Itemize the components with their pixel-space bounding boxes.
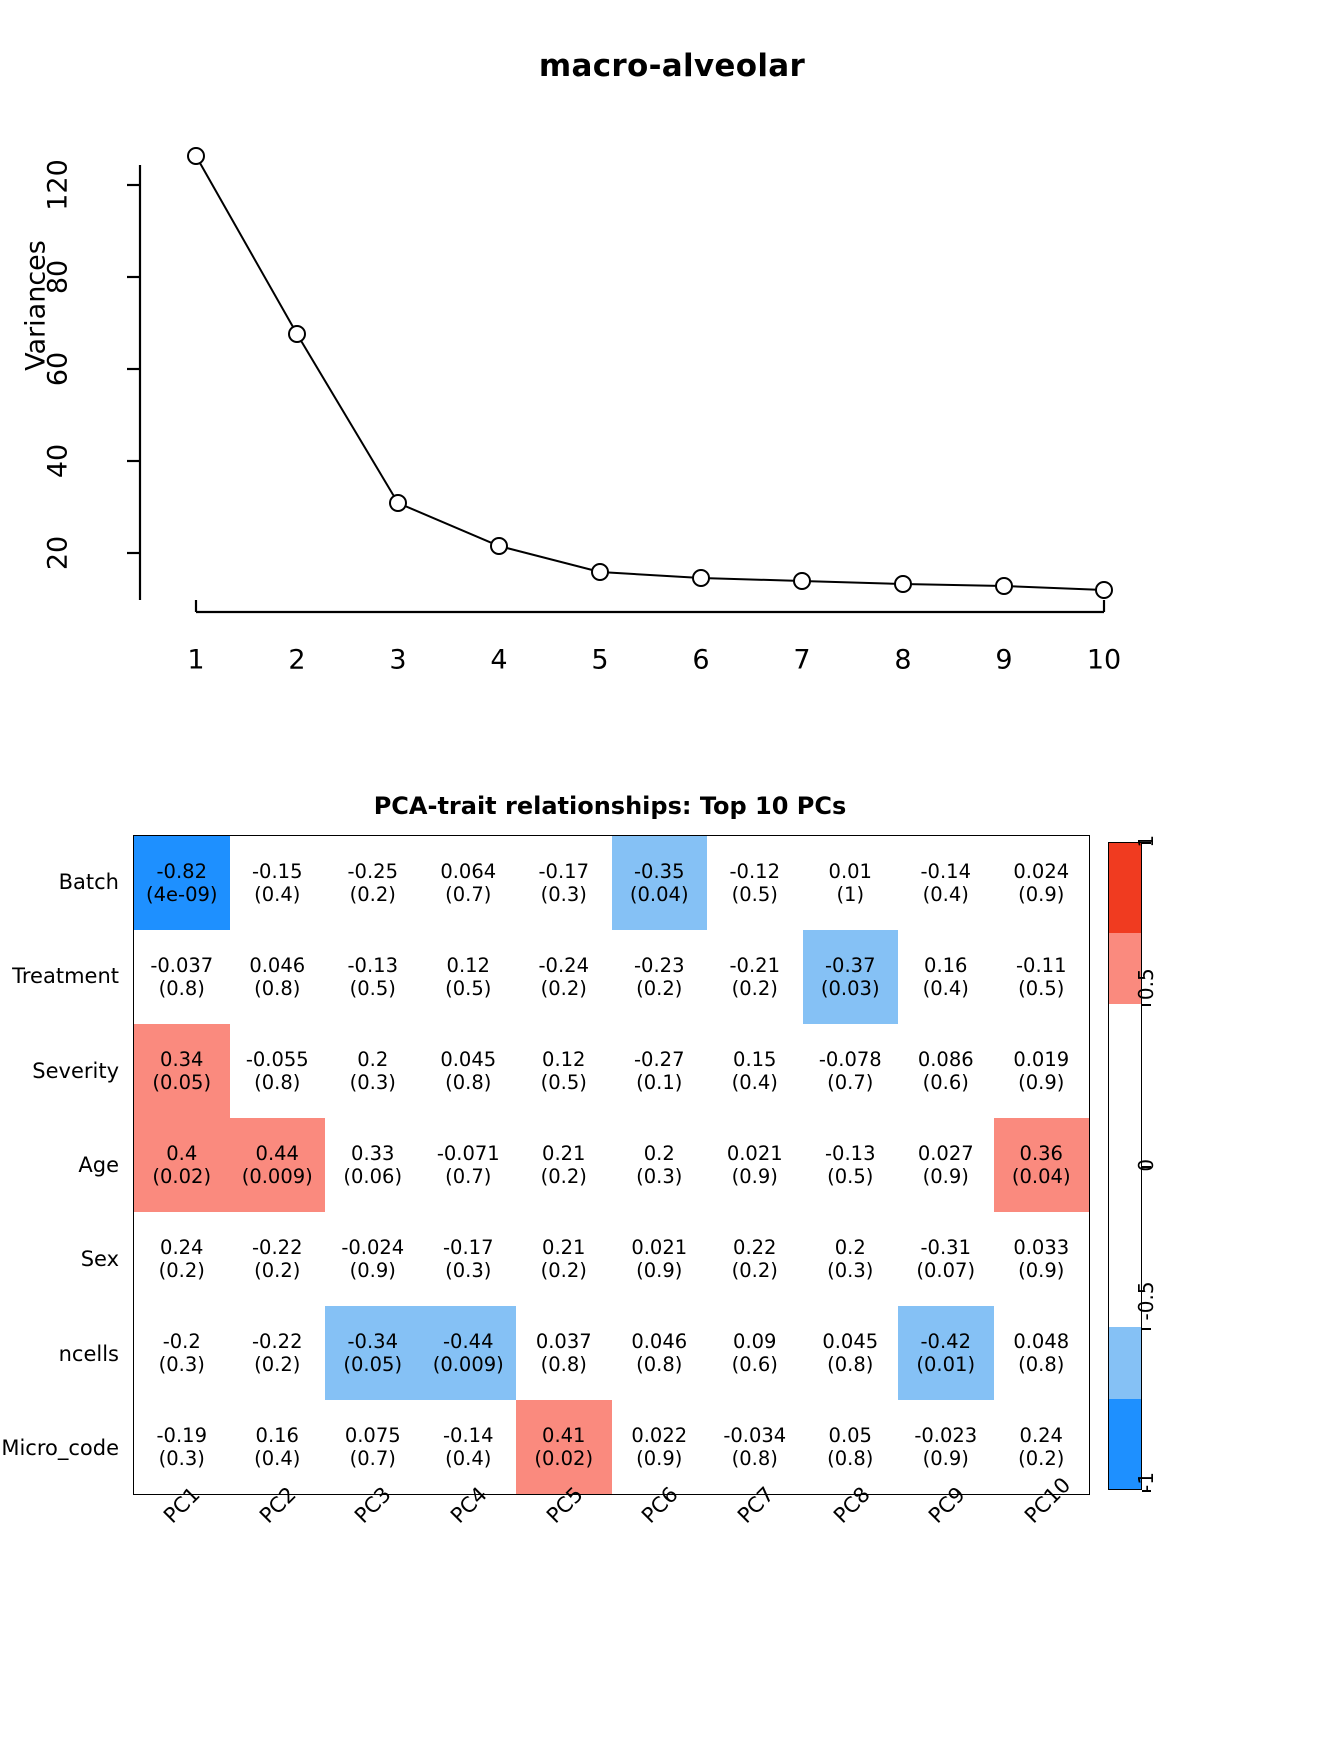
heatmap-cell-pvalue: (0.2) bbox=[731, 1259, 778, 1282]
heatmap-cell bbox=[230, 1118, 326, 1212]
heatmap-cell-value: 0.2 bbox=[357, 1048, 389, 1071]
heatmap-cell-value: 0.064 bbox=[440, 860, 497, 883]
heatmap-cell-value: 0.4 bbox=[166, 1142, 198, 1165]
heatmap-cell-pvalue: (0.5) bbox=[1018, 977, 1065, 1000]
heatmap-row bbox=[134, 1024, 1089, 1118]
heatmap-column-label: PC9 bbox=[924, 1482, 971, 1528]
heatmap-cell-value: -0.21 bbox=[729, 954, 780, 977]
heatmap-cell bbox=[707, 930, 803, 1024]
heatmap-cell bbox=[994, 1306, 1090, 1400]
scree-xtick-6: 6 bbox=[692, 644, 710, 676]
heatmap-cell-value: -0.44 bbox=[443, 1330, 494, 1353]
heatmap-cell-pvalue: (0.8) bbox=[636, 1353, 683, 1376]
heatmap-cell-value: 0.15 bbox=[733, 1048, 777, 1071]
heatmap-cell bbox=[898, 930, 994, 1024]
heatmap-cell-pvalue: (0.3) bbox=[349, 1071, 396, 1094]
heatmap-cell-pvalue: (0.7) bbox=[445, 883, 492, 906]
heatmap-cell-pvalue: (0.3) bbox=[827, 1259, 874, 1282]
heatmap-cell-value: 0.2 bbox=[834, 1236, 866, 1259]
pca-trait-heatmap-panel bbox=[0, 760, 1344, 1747]
heatmap-cell-pvalue: (0.3) bbox=[158, 1447, 205, 1470]
heatmap-cell bbox=[230, 930, 326, 1024]
heatmap-cell bbox=[994, 930, 1090, 1024]
scree-ytick-80: 80 bbox=[42, 259, 74, 295]
heatmap-cell bbox=[134, 1212, 230, 1306]
heatmap-cell bbox=[134, 1306, 230, 1400]
heatmap-cell-value: 0.046 bbox=[631, 1330, 688, 1353]
heatmap-cell bbox=[516, 1118, 612, 1212]
heatmap-cell-value: 0.21 bbox=[542, 1142, 586, 1165]
heatmap-cell bbox=[898, 1024, 994, 1118]
heatmap-cell bbox=[707, 1306, 803, 1400]
heatmap-cell-pvalue: (0.8) bbox=[254, 1071, 301, 1094]
heatmap-cell-pvalue: (0.03) bbox=[820, 977, 880, 1000]
heatmap-cell-value: 0.2 bbox=[643, 1142, 675, 1165]
heatmap-cell bbox=[230, 836, 326, 930]
heatmap-cell bbox=[421, 836, 517, 930]
heatmap-cell-pvalue: (0.4) bbox=[922, 977, 969, 1000]
heatmap-row bbox=[134, 1118, 1089, 1212]
heatmap-cell bbox=[612, 1212, 708, 1306]
heatmap-cell bbox=[516, 1212, 612, 1306]
heatmap-cell-pvalue: (0.6) bbox=[731, 1353, 778, 1376]
heatmap-cell-value: -0.19 bbox=[156, 1424, 207, 1447]
heatmap-cell-value: -0.17 bbox=[538, 860, 589, 883]
heatmap-cell-pvalue: (0.2) bbox=[540, 1259, 587, 1282]
heatmap-cell-value: 0.037 bbox=[535, 1330, 592, 1353]
heatmap-cell bbox=[803, 1400, 899, 1494]
heatmap-table bbox=[134, 836, 1089, 1494]
colorbar-tick-label: -0.5 bbox=[1134, 1281, 1158, 1321]
heatmap-column-label: PC2 bbox=[254, 1482, 301, 1528]
heatmap-cell-pvalue: (0.7) bbox=[349, 1447, 396, 1470]
heatmap-cell-pvalue: (0.02) bbox=[534, 1447, 594, 1470]
scree-ytick-60: 60 bbox=[42, 351, 74, 387]
heatmap-cell-pvalue: (0.9) bbox=[922, 1165, 969, 1188]
heatmap-cell-value: -0.13 bbox=[825, 1142, 876, 1165]
heatmap-cell-value: 0.21 bbox=[542, 1236, 586, 1259]
heatmap-cell-value: 0.09 bbox=[733, 1330, 777, 1353]
heatmap-cell-pvalue: (0.2) bbox=[540, 977, 587, 1000]
heatmap-cell-pvalue: (0.2) bbox=[349, 883, 396, 906]
colorbar-tick-label: 0.5 bbox=[1134, 968, 1158, 1001]
scree-y-axis-label: Variances bbox=[20, 240, 52, 371]
heatmap-cell-value: 0.36 bbox=[1019, 1142, 1063, 1165]
heatmap-cell-value: 0.16 bbox=[924, 954, 968, 977]
heatmap-cell-value: -0.23 bbox=[634, 954, 685, 977]
heatmap-cell bbox=[134, 1400, 230, 1494]
heatmap-row-label: Micro_code bbox=[1, 1435, 119, 1460]
heatmap-cell bbox=[612, 1024, 708, 1118]
heatmap-cell-pvalue: (0.9) bbox=[1018, 1071, 1065, 1094]
heatmap-cell-value: 0.12 bbox=[542, 1048, 586, 1071]
heatmap-cell bbox=[803, 1118, 899, 1212]
scree-ytick-40: 40 bbox=[42, 443, 74, 479]
heatmap-cell-pvalue: (0.9) bbox=[1018, 883, 1065, 906]
heatmap-cell-pvalue: (0.2) bbox=[636, 977, 683, 1000]
heatmap-cell bbox=[134, 836, 230, 930]
heatmap-cell bbox=[325, 1118, 421, 1212]
scree-xtick-8: 8 bbox=[894, 644, 912, 676]
heatmap-cell-value: -0.034 bbox=[723, 1424, 787, 1447]
heatmap-cell-pvalue: (0.02) bbox=[152, 1165, 212, 1188]
heatmap-cell bbox=[325, 930, 421, 1024]
heatmap-cell-pvalue: (0.9) bbox=[636, 1259, 683, 1282]
heatmap-row-label: Sex bbox=[80, 1247, 119, 1272]
heatmap-cell bbox=[230, 1024, 326, 1118]
heatmap-cell-pvalue: (0.4) bbox=[254, 883, 301, 906]
heatmap-cell-pvalue: (0.8) bbox=[254, 977, 301, 1000]
heatmap-cell-pvalue: (0.2) bbox=[540, 1165, 587, 1188]
heatmap-cell-value: -0.27 bbox=[634, 1048, 685, 1071]
heatmap-cell-pvalue: (0.5) bbox=[349, 977, 396, 1000]
heatmap-cell-value: -0.22 bbox=[252, 1236, 303, 1259]
heatmap-cell-pvalue: (0.04) bbox=[1011, 1165, 1071, 1188]
heatmap-cell bbox=[134, 1118, 230, 1212]
heatmap-cell-pvalue: (0.9) bbox=[1018, 1259, 1065, 1282]
heatmap-cell-pvalue: (0.009) bbox=[432, 1353, 504, 1376]
heatmap-cell-pvalue: (0.05) bbox=[343, 1353, 403, 1376]
heatmap-cell bbox=[421, 930, 517, 1024]
heatmap-cell-pvalue: (1) bbox=[836, 883, 865, 906]
heatmap-cell-value: 0.022 bbox=[631, 1424, 688, 1447]
heatmap-cell bbox=[325, 1212, 421, 1306]
heatmap-cell-pvalue: (0.4) bbox=[922, 883, 969, 906]
heatmap-column-label: PC3 bbox=[350, 1482, 396, 1528]
heatmap-cell bbox=[612, 930, 708, 1024]
heatmap-cell-value: 0.019 bbox=[1013, 1048, 1070, 1071]
heatmap-cell bbox=[516, 1400, 612, 1494]
heatmap-column-label: PC8 bbox=[828, 1482, 875, 1528]
heatmap-cell-value: 0.34 bbox=[160, 1048, 204, 1071]
heatmap-cell bbox=[325, 1400, 421, 1494]
heatmap-cell-value: 0.021 bbox=[631, 1236, 688, 1259]
heatmap-cell bbox=[516, 1306, 612, 1400]
heatmap-cell bbox=[325, 1024, 421, 1118]
heatmap-cell-value: -0.2 bbox=[162, 1330, 201, 1353]
heatmap-cell-pvalue: (0.9) bbox=[731, 1165, 778, 1188]
heatmap-cell bbox=[230, 1212, 326, 1306]
colorbar-segment bbox=[1109, 1327, 1141, 1398]
heatmap-cell bbox=[994, 1024, 1090, 1118]
heatmap-cell-pvalue: (0.8) bbox=[827, 1353, 874, 1376]
heatmap-cell-pvalue: (0.5) bbox=[827, 1165, 874, 1188]
heatmap-row-label: Age bbox=[78, 1153, 119, 1177]
heatmap-cell-value: 0.41 bbox=[542, 1424, 586, 1447]
heatmap-cell-pvalue: (0.8) bbox=[445, 1071, 492, 1094]
heatmap-cell bbox=[421, 1400, 517, 1494]
heatmap-cell-pvalue: (0.8) bbox=[158, 977, 205, 1000]
heatmap-row bbox=[134, 1400, 1089, 1494]
heatmap-row bbox=[134, 1306, 1089, 1400]
scree-plot-title: macro-alveolar bbox=[538, 48, 806, 84]
heatmap-cell-pvalue: (0.9) bbox=[636, 1447, 683, 1470]
heatmap-cell-pvalue: (0.2) bbox=[1018, 1447, 1065, 1470]
heatmap-cell bbox=[516, 930, 612, 1024]
heatmap-cell bbox=[898, 1400, 994, 1494]
heatmap-row-label: Severity bbox=[32, 1058, 119, 1083]
heatmap-cell bbox=[421, 1118, 517, 1212]
scree-xtick-3: 3 bbox=[389, 644, 407, 676]
colorbar-tickmark bbox=[1142, 1328, 1151, 1330]
heatmap-cell-pvalue: (0.2) bbox=[254, 1353, 301, 1376]
scree-ytick-20: 20 bbox=[42, 535, 74, 571]
heatmap-column-label: PC7 bbox=[733, 1482, 779, 1528]
heatmap-cell-value: -0.34 bbox=[347, 1330, 398, 1353]
heatmap-cell-value: -0.078 bbox=[818, 1048, 882, 1071]
heatmap-cell-pvalue: (0.6) bbox=[922, 1071, 969, 1094]
heatmap-cell bbox=[803, 1024, 899, 1118]
heatmap-cell-pvalue: (0.1) bbox=[636, 1071, 683, 1094]
heatmap-cell bbox=[516, 836, 612, 930]
heatmap-cell-value: 0.44 bbox=[255, 1142, 299, 1165]
heatmap-cell-value: -0.14 bbox=[920, 860, 971, 883]
scree-xtick-7: 7 bbox=[793, 644, 811, 676]
heatmap-cell-pvalue: (0.7) bbox=[827, 1071, 874, 1094]
heatmap-column-label: PC5 bbox=[541, 1482, 588, 1528]
heatmap-cell-value: -0.82 bbox=[156, 860, 207, 883]
heatmap-cell-pvalue: (0.3) bbox=[158, 1353, 205, 1376]
heatmap-cell bbox=[230, 1306, 326, 1400]
heatmap-cell bbox=[707, 1212, 803, 1306]
heatmap-cell-value: 0.045 bbox=[440, 1048, 497, 1071]
heatmap-row bbox=[134, 836, 1089, 930]
heatmap-cell-value: -0.17 bbox=[443, 1236, 494, 1259]
heatmap-cell-pvalue: (0.9) bbox=[349, 1259, 396, 1282]
heatmap-cell-pvalue: (0.7) bbox=[445, 1165, 492, 1188]
heatmap-cell-value: -0.22 bbox=[252, 1330, 303, 1353]
heatmap-cell-value: 0.24 bbox=[160, 1236, 204, 1259]
scree-xtick-10: 10 bbox=[1086, 644, 1122, 676]
heatmap-cell bbox=[421, 1212, 517, 1306]
heatmap-cell bbox=[898, 836, 994, 930]
scree-plot-svg bbox=[0, 0, 1344, 720]
heatmap-cell-value: -0.13 bbox=[347, 954, 398, 977]
heatmap-cell-value: -0.12 bbox=[729, 860, 780, 883]
heatmap-cell bbox=[516, 1024, 612, 1118]
heatmap-cell bbox=[707, 836, 803, 930]
scree-plot-panel bbox=[0, 0, 1344, 720]
heatmap-cell-value: -0.11 bbox=[1016, 954, 1067, 977]
heatmap-cell bbox=[325, 836, 421, 930]
heatmap-cell-pvalue: (0.009) bbox=[241, 1165, 313, 1188]
heatmap-column-labels bbox=[133, 1472, 1090, 1615]
scree-xtick-9: 9 bbox=[995, 644, 1013, 676]
heatmap-cell bbox=[707, 1118, 803, 1212]
heatmap-cell-value: 0.01 bbox=[828, 860, 872, 883]
heatmap-cell bbox=[421, 1024, 517, 1118]
heatmap-cell bbox=[421, 1306, 517, 1400]
heatmap-cell bbox=[994, 1400, 1090, 1494]
heatmap-cell bbox=[994, 1118, 1090, 1212]
heatmap-cell-pvalue: (0.2) bbox=[158, 1259, 205, 1282]
heatmap-cell-value: 0.075 bbox=[344, 1424, 401, 1447]
heatmap-grid bbox=[133, 835, 1090, 1495]
heatmap-column-label: PC10 bbox=[1020, 1472, 1076, 1528]
heatmap-cell-value: 0.033 bbox=[1013, 1236, 1070, 1259]
colorbar-tick-label: -1 bbox=[1134, 1472, 1158, 1493]
heatmap-cell bbox=[134, 1024, 230, 1118]
heatmap-cell-value: -0.35 bbox=[634, 860, 685, 883]
heatmap-cell-pvalue: (0.4) bbox=[445, 1447, 492, 1470]
heatmap-cell-value: -0.15 bbox=[252, 860, 303, 883]
heatmap-cell-pvalue: (0.3) bbox=[540, 883, 587, 906]
heatmap-column-label: PC6 bbox=[637, 1482, 684, 1528]
scree-xtick-4: 4 bbox=[490, 644, 508, 676]
heatmap-cell bbox=[803, 1212, 899, 1306]
heatmap-cell bbox=[803, 930, 899, 1024]
scree-xtick-2: 2 bbox=[288, 644, 306, 676]
colorbar-segment bbox=[1109, 1004, 1141, 1166]
heatmap-cell-pvalue: (0.4) bbox=[731, 1071, 778, 1094]
heatmap-row-labels bbox=[0, 835, 127, 1495]
heatmap-cell-value: -0.023 bbox=[914, 1424, 978, 1447]
colorbar-segment bbox=[1109, 843, 1141, 933]
heatmap-cell-value: 0.024 bbox=[1013, 860, 1070, 883]
heatmap-cell-pvalue: (0.04) bbox=[629, 883, 689, 906]
heatmap-cell bbox=[898, 1212, 994, 1306]
heatmap-cell-value: -0.31 bbox=[920, 1236, 971, 1259]
heatmap-cell-pvalue: (4e-09) bbox=[146, 883, 218, 906]
heatmap-title: PCA-trait relationships: Top 10 PCs bbox=[373, 792, 847, 820]
heatmap-cell-pvalue: (0.8) bbox=[827, 1447, 874, 1470]
heatmap-cell-pvalue: (0.3) bbox=[636, 1165, 683, 1188]
heatmap-cell-pvalue: (0.5) bbox=[731, 883, 778, 906]
heatmap-cell bbox=[325, 1306, 421, 1400]
heatmap-cell-pvalue: (0.07) bbox=[916, 1259, 976, 1282]
heatmap-cell-value: -0.055 bbox=[245, 1048, 309, 1071]
heatmap-cell-value: -0.037 bbox=[150, 954, 214, 977]
heatmap-cell-pvalue: (0.2) bbox=[254, 1259, 301, 1282]
heatmap-cell bbox=[803, 1306, 899, 1400]
heatmap-cell-value: -0.42 bbox=[920, 1330, 971, 1353]
heatmap-cell bbox=[612, 1306, 708, 1400]
heatmap-cell-pvalue: (0.5) bbox=[445, 977, 492, 1000]
heatmap-cell-value: -0.024 bbox=[341, 1236, 405, 1259]
heatmap-cell-value: 0.12 bbox=[446, 954, 490, 977]
heatmap-cell-pvalue: (0.8) bbox=[540, 1353, 587, 1376]
heatmap-cell bbox=[230, 1400, 326, 1494]
heatmap-cell-value: 0.086 bbox=[917, 1048, 974, 1071]
heatmap-cell-value: 0.24 bbox=[1019, 1424, 1063, 1447]
heatmap-cell-value: 0.16 bbox=[255, 1424, 299, 1447]
heatmap-cell bbox=[707, 1400, 803, 1494]
heatmap-cell-pvalue: (0.2) bbox=[731, 977, 778, 1000]
heatmap-cell-value: 0.045 bbox=[822, 1330, 879, 1353]
heatmap-cell-pvalue: (0.4) bbox=[254, 1447, 301, 1470]
heatmap-cell bbox=[612, 836, 708, 930]
heatmap-cell-pvalue: (0.3) bbox=[445, 1259, 492, 1282]
heatmap-cell-pvalue: (0.06) bbox=[343, 1165, 403, 1188]
heatmap-cell-value: 0.027 bbox=[917, 1142, 974, 1165]
heatmap-cell-pvalue: (0.01) bbox=[916, 1353, 976, 1376]
colorbar-tickmark bbox=[1142, 1004, 1151, 1006]
heatmap-cell-value: 0.22 bbox=[733, 1236, 777, 1259]
heatmap-row bbox=[134, 1212, 1089, 1306]
heatmap-column-label: PC1 bbox=[158, 1482, 205, 1528]
heatmap-cell bbox=[612, 1118, 708, 1212]
scree-xtick-1: 1 bbox=[187, 644, 205, 676]
heatmap-row-label: Treatment bbox=[12, 964, 119, 989]
heatmap-cell-value: 0.021 bbox=[726, 1142, 783, 1165]
heatmap-cell-pvalue: (0.5) bbox=[540, 1071, 587, 1094]
heatmap-cell-value: -0.14 bbox=[443, 1424, 494, 1447]
heatmap-cell bbox=[803, 836, 899, 930]
heatmap-cell-value: 0.046 bbox=[249, 954, 306, 977]
heatmap-row-label: Batch bbox=[58, 870, 119, 895]
colorbar-tick-label: 1 bbox=[1134, 834, 1158, 848]
heatmap-cell-value: 0.048 bbox=[1013, 1330, 1070, 1353]
colorbar-tick-label: 0 bbox=[1134, 1158, 1158, 1172]
heatmap-cell-value: 0.33 bbox=[351, 1142, 395, 1165]
heatmap-row bbox=[134, 930, 1089, 1024]
heatmap-cell bbox=[134, 930, 230, 1024]
heatmap-cell-pvalue: (0.8) bbox=[731, 1447, 778, 1470]
heatmap-cell-pvalue: (0.9) bbox=[922, 1447, 969, 1470]
heatmap-cell-value: -0.24 bbox=[538, 954, 589, 977]
scree-xtick-5: 5 bbox=[591, 644, 609, 676]
heatmap-cell bbox=[994, 836, 1090, 930]
heatmap-cell-pvalue: (0.8) bbox=[1018, 1353, 1065, 1376]
heatmap-cell bbox=[898, 1118, 994, 1212]
heatmap-cell-value: 0.05 bbox=[828, 1424, 872, 1447]
heatmap-column-label: PC4 bbox=[445, 1482, 492, 1528]
heatmap-cell-pvalue: (0.05) bbox=[152, 1071, 212, 1094]
heatmap-row-label: ncells bbox=[58, 1341, 119, 1366]
heatmap-cell bbox=[707, 1024, 803, 1118]
heatmap-cell-value: -0.25 bbox=[347, 860, 398, 883]
heatmap-cell-value: -0.37 bbox=[825, 954, 876, 977]
heatmap-cell bbox=[994, 1212, 1090, 1306]
scree-ytick-120: 120 bbox=[42, 159, 74, 211]
heatmap-cell bbox=[898, 1306, 994, 1400]
heatmap-cell-value: -0.071 bbox=[436, 1142, 500, 1165]
heatmap-cell bbox=[612, 1400, 708, 1494]
